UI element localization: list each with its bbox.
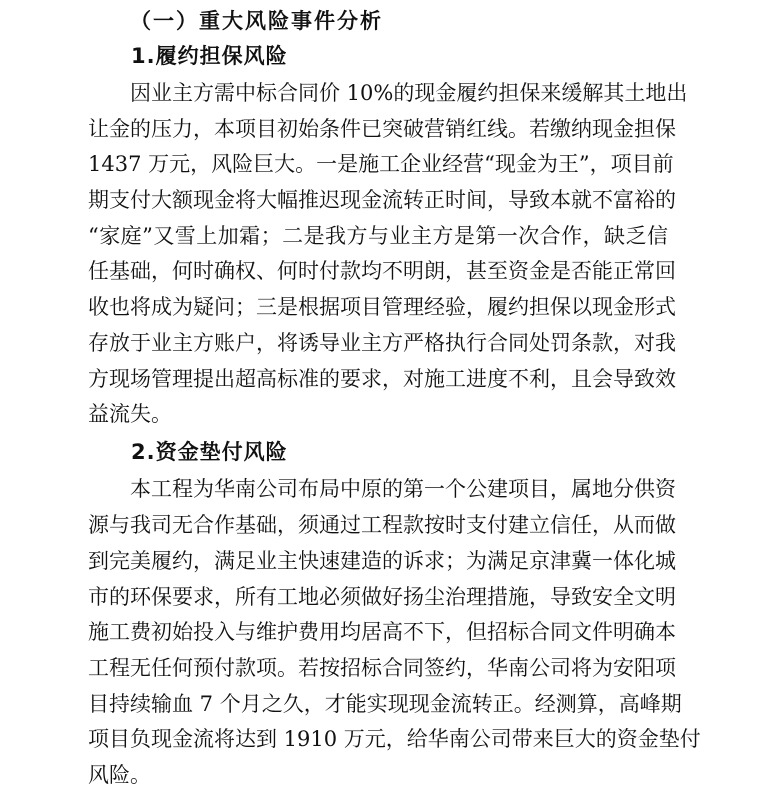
paragraph-line: 存放于业主方账户，将诱导业主方严格执行合同处罚条款，对我 bbox=[88, 331, 676, 355]
paragraph-line: 益流失。 bbox=[88, 402, 172, 426]
paragraph-line: 因业主方需中标合同价 10%的现金履约担保来缓解其土地出 bbox=[130, 81, 688, 105]
subsection-heading-performance-guarantee: 1.履约担保风险 bbox=[131, 44, 288, 68]
section-heading: （一）重大风险事件分析 bbox=[130, 9, 383, 33]
paragraph-line: 任基础，何时确权、何时付款均不明朗，甚至资金是否能正常回 bbox=[88, 259, 676, 283]
paragraph-line: 目持续输血 7 个月之久，才能实现现金流转正。经测算，高峰期 bbox=[88, 692, 682, 716]
paragraph-line: 工程无任何预付款项。若按招标合同签约，华南公司将为安阳项 bbox=[88, 656, 676, 680]
paragraph-line: 期支付大额现金将大幅推迟现金流转正时间，导致本就不富裕的 bbox=[88, 188, 676, 212]
paragraph-line: 源与我司无合作基础，须通过工程款按时支付建立信任，从而做 bbox=[88, 513, 676, 537]
paragraph-line: 项目负现金流将达到 1910 万元，给华南公司带来巨大的资金垫付 bbox=[88, 727, 701, 751]
subsection-heading-fund-advance: 2.资金垫付风险 bbox=[131, 440, 288, 464]
paragraph-line: 让金的压力，本项目初始条件已突破营销红线。若缴纳现金担保 bbox=[88, 117, 676, 141]
paragraph-line: 施工费初始投入与维护费用均居高不下，但招标合同文件明确本 bbox=[88, 620, 676, 644]
paragraph-line: 到完美履约，满足业主快速建造的诉求；为满足京津冀一体化城 bbox=[88, 549, 676, 573]
paragraph-line: 1437 万元，风险巨大。一是施工企业经营“现金为王”，项目前 bbox=[88, 152, 674, 176]
paragraph-line: 风险。 bbox=[88, 763, 151, 787]
paragraph-line: 市的环保要求，所有工地必须做好扬尘治理措施，导致安全文明 bbox=[88, 585, 676, 609]
paragraph-line: 收也将成为疑问；三是根据项目管理经验，履约担保以现金形式 bbox=[88, 295, 676, 319]
paragraph-line: 方现场管理提出超高标准的要求，对施工进度不利，且会导致效 bbox=[88, 367, 676, 391]
paragraph-line: 本工程为华南公司布局中原的第一个公建项目，属地分供资 bbox=[130, 477, 676, 501]
paragraph-line: “家庭”又雪上加霜；二是我方与业主方是第一次合作，缺乏信 bbox=[88, 224, 668, 248]
